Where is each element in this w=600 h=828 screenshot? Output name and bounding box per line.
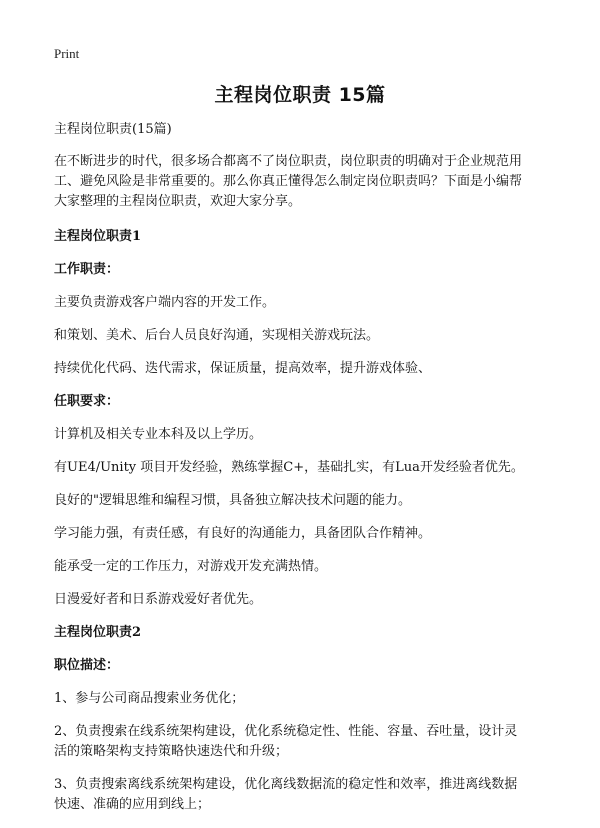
description-item bbox=[54, 775, 554, 815]
description-line: 3、负责搜索离线系统架构建设，优化离线数据流的稳定性和效率，推进离线数据 bbox=[54, 777, 518, 792]
requirement-item: 计算机及相关专业本科及以上学历。 bbox=[54, 427, 263, 442]
duty-item: 和策划、美术、后台人员良好沟通，实现相关游戏玩法。 bbox=[54, 328, 380, 343]
description-line: 快速、准确的应用到线上； bbox=[54, 797, 211, 812]
requirement-item: 日漫爱好者和日系游戏爱好者优先。 bbox=[54, 592, 263, 607]
intro-line: 在不断进步的时代，很多场合都离不了岗位职责，岗位职责的明确对于企业规范用 bbox=[54, 154, 523, 169]
section-heading: 主程岗位职责1 bbox=[54, 229, 142, 244]
requirement-item: 能承受一定的工作压力，对游戏开发充满热情。 bbox=[54, 559, 328, 574]
intro-line: 工、避免风险是非常重要的。那么你真正懂得怎么制定岗位职责吗？下面是小编帮 bbox=[54, 174, 523, 189]
requirement-item: 良好的"逻辑思维和编程习惯，具备独立解决技术问题的能力。 bbox=[54, 493, 411, 508]
print-link[interactable]: Print bbox=[54, 46, 80, 61]
duty-item: 持续优化代码、迭代需求，保证质量，提高效率，提升游戏体验、 bbox=[54, 361, 432, 376]
intro-line: 大家整理的主程岗位职责，欢迎大家分享。 bbox=[54, 194, 302, 209]
description-heading: 职位描述： bbox=[54, 658, 120, 673]
description-line: 活的策略架构支持策略快速迭代和升级； bbox=[54, 744, 289, 759]
requirement-item: 有UE4/Unity 项目开发经验，熟练掌握C+，基础扎实，有Lua开发经验者优先。 bbox=[54, 460, 524, 475]
document-subtitle: 主程岗位职责(15篇) bbox=[54, 122, 172, 137]
section-heading: 主程岗位职责2 bbox=[54, 625, 142, 640]
requirements-heading: 任职要求： bbox=[54, 394, 120, 409]
description-item bbox=[54, 722, 554, 762]
requirement-item: 学习能力强，有责任感，有良好的沟通能力，具备团队合作精神。 bbox=[54, 526, 432, 541]
intro-paragraph bbox=[54, 152, 554, 212]
document-title: 主程岗位职责 15篇 bbox=[214, 84, 386, 106]
duty-item: 主要负责游戏客户端内容的开发工作。 bbox=[54, 295, 276, 310]
description-item: 1、参与公司商品搜索业务优化； bbox=[54, 691, 245, 706]
duties-heading: 工作职责： bbox=[54, 262, 120, 277]
document-body bbox=[54, 120, 554, 815]
description-line: 2、负责搜索在线系统架构建设，优化系统稳定性、性能、容量、吞吐量，设计灵 bbox=[54, 724, 518, 739]
